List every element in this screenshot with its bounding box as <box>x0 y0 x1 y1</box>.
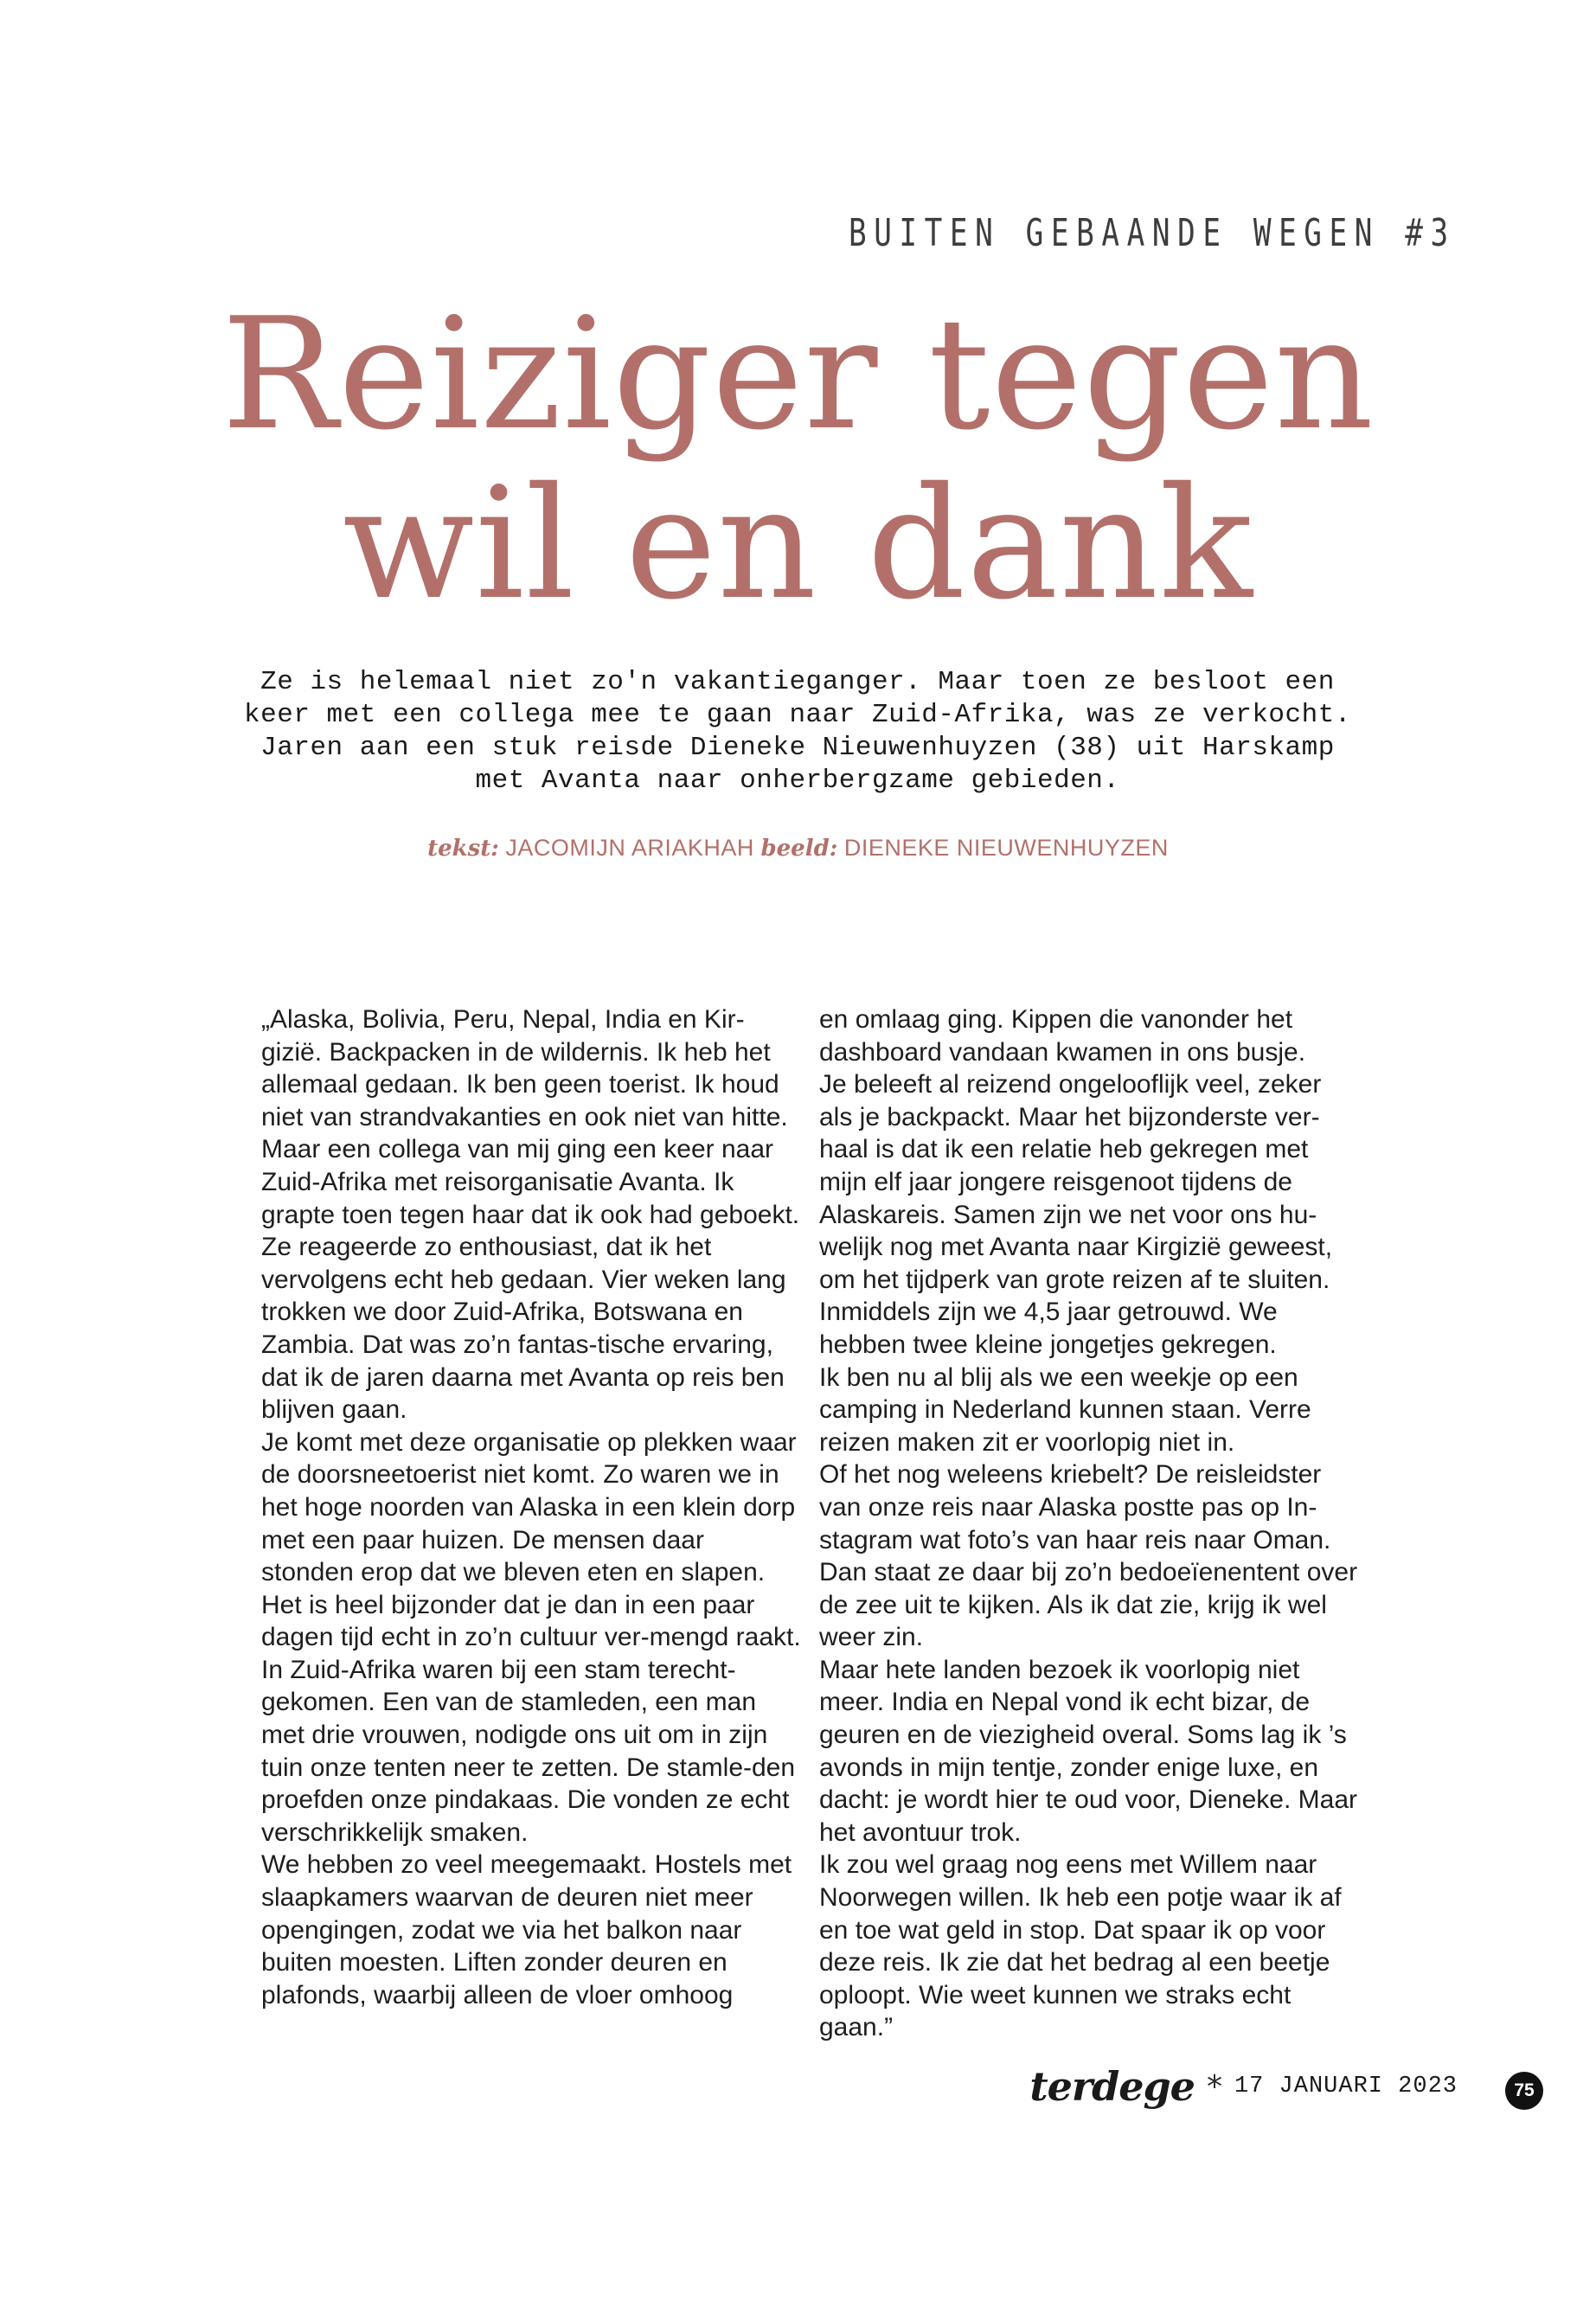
magazine-logo: terdege <box>1029 2063 1195 2110</box>
paragraph: Ik zou wel graag nog eens met Willem naar Noorwegen willen. Ik heb een potje waar ik af en toe wat geld in stop. Dat spaar ik op voor deze reis. Ik zie dat het bedrag al een beetje oploopt. Wie weet kunnen we straks echt gaan.” <box>819 1850 1342 2042</box>
paragraph: We hebben zo veel meegemaakt. Hostels met slaapkamers waarvan de deuren niet meer opengingen, zodat we via het balkon naar buiten moesten. Liften zonder deuren en plafonds, waarbij alleen de vloer omhoog <box>261 1850 792 2009</box>
paragraph: Ik ben nu al blij als we een weekje op een camping in Nederland kunnen staan. Verre reizen maken zit er voorlopig niet in. <box>819 1362 1311 1457</box>
article-credits <box>0 835 1596 862</box>
title-line-1: Reiziger tegen <box>221 285 1375 464</box>
series-label: BUITEN GEBAANDE WEGEN #3 <box>849 211 1456 255</box>
asterisk-icon: * <box>1206 2068 1222 2105</box>
text-credit-author: JACOMIJN ARIAKHAH <box>505 835 754 861</box>
paragraph: In Zuid-Afrika waren bij een stam terecht-gekomen. Een van de stamleden, een man met drie vrouwen, nodigde ons uit om in zijn tuin onze tenten neer te zetten. De stamle-den proefden onze pindakaas. Die vonden ze echt verschrikkelijk smaken. <box>261 1655 796 1847</box>
body-column-right <box>819 1003 1360 2044</box>
article-title <box>0 285 1596 633</box>
image-credit-label: beeld: <box>760 836 838 862</box>
issue-date: 17 JANUARI 2023 <box>1234 2073 1458 2099</box>
paragraph: Of het nog weleens kriebelt? De reisleidster van onze reis naar Alaska postte pas op In-stagram wat foto’s van haar reis naar Oman. Dan staat ze daar bij zo’n bedoeïenentent over de zee uit te kijken. Als ik dat zie, krijg ik wel weer zin. <box>819 1460 1358 1652</box>
paragraph: „Alaska, Bolivia, Peru, Nepal, India en Kir-gizië. Backpacken in de wildernis. Ik heb het allemaal gedaan. Ik ben geen toerist. Ik houd niet van strandvakanties en ook niet van hitte. Maar een collega van mij ging een keer naar Zuid-Afrika met reisorganisatie Avanta. Ik grapte toen tegen haar dat ik ook had geboekt. Ze reageerde zo enthousiast, dat ik het vervolgens echt heb gedaan. Vier weken lang trokken we door Zuid-Afrika, Botswana en Zambia. Dat was zo’n fantas-tische ervaring, dat ik de jaren daarna met Avanta op reis ben blijven gaan. <box>261 1005 800 1425</box>
image-credit-author: DIENEKE NIEUWENHUYZEN <box>843 835 1169 861</box>
text-credit-label: tekst: <box>427 836 499 862</box>
paragraph: Je beleeft al reizend ongelooflijk veel, zeker als je backpackt. Maar het bijzonderste ver-haal is dat ik een relatie heb gekregen met mijn elf jaar jongere reisgenoot tijdens de Alaskareis. Samen zijn we net voor ons hu-welijk nog met Avanta naar Kirgizië geweest, om het tijdperk van grote reizen af te sluiten. Inmiddels zijn we 4,5 jaar getrouwd. We hebben twee kleine jongetjes gekregen. <box>819 1070 1333 1359</box>
page-footer <box>1029 2063 1458 2110</box>
article-intro: Ze is helemaal niet zo'n vakantieganger. Maar toen ze besloot een keer met een collega mee te gaan naar Zuid-Afrika, was ze verkocht. Jaren aan een stuk reisde Dieneke Nieuwenhuyzen (38) uit Harskamp met Avanta naar onherbergzame gebieden. <box>244 667 1351 796</box>
title-line-2: wil en dank <box>343 454 1253 633</box>
page-number-badge: 75 <box>1505 2072 1543 2110</box>
body-column-left <box>261 1003 802 2011</box>
paragraph: Je komt met deze organisatie op plekken waar de doorsneetoerist niet komt. Zo waren we in het hoge noorden van Alaska in een klein dorp met een paar huizen. De mensen daar stonden erop dat we bleven eten en slapen. Het is heel bijzonder dat je dan in een paar dagen tijd echt in zo’n cultuur ver-mengd raakt. <box>261 1427 801 1652</box>
paragraph: Maar hete landen bezoek ik voorlopig niet meer. India en Nepal vond ik echt bizar, de geuren en de viezigheid overal. Soms lag ik ’s avonds in mijn tentje, zonder enige luxe, en dacht: je wordt hier te oud voor, Dieneke. Maar het avontuur trok. <box>819 1655 1358 1847</box>
paragraph: en omlaag ging. Kippen die vanonder het dashboard vandaan kwamen in ons busje. <box>819 1005 1306 1067</box>
